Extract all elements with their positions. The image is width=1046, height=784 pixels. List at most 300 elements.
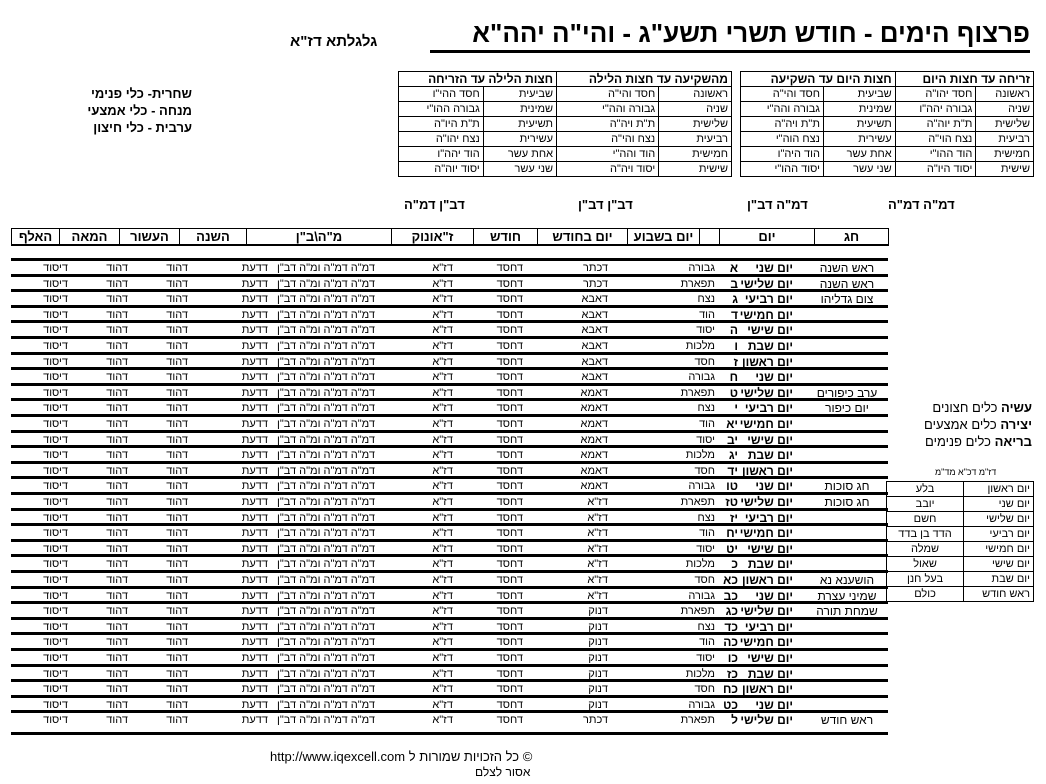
- week-king: יובב: [887, 497, 964, 512]
- shana-value: דדעת: [241, 308, 268, 321]
- table-row: [11, 664, 888, 680]
- mea-value: דהוד: [106, 480, 128, 493]
- hour-cell: שניה: [976, 102, 1034, 117]
- shana-value: דדעת: [241, 386, 268, 399]
- partzuf-label-4: דב"ן דמ"ה: [404, 197, 465, 212]
- mea-value: דהוד: [106, 589, 128, 602]
- day-month-partzuf: דז"א: [587, 527, 608, 540]
- zan-value: דז"א: [432, 418, 453, 430]
- tefila-shacharit: שחרית- כלי פנימי: [91, 86, 192, 101]
- table-row: [11, 617, 888, 633]
- zan-value: דז"א: [432, 683, 453, 696]
- zan-value: דז"א: [432, 371, 453, 384]
- hour-cell: גבורה ההו"י: [399, 102, 484, 117]
- day-name: יום חמישי: [739, 635, 793, 650]
- chodesh-value: דחסד: [496, 636, 523, 649]
- mea-value: דהוד: [106, 402, 128, 415]
- chag-label: ראש השנה: [819, 276, 875, 291]
- week-day: יום חמישי: [964, 542, 1034, 557]
- hour-cell: ת"ת ויה"ה: [741, 117, 824, 132]
- elef-value: דיסוד: [43, 496, 68, 508]
- day-month-partzuf: דאמא: [580, 433, 608, 446]
- day-month-partzuf: דאמא: [580, 464, 608, 477]
- day-letter: ל: [731, 713, 738, 728]
- zan-value: דז"א: [432, 558, 453, 571]
- mea-value: דהוד: [106, 683, 128, 696]
- chodesh-value: דחסד: [496, 480, 523, 493]
- day-sefira: גבורה: [688, 589, 715, 602]
- mea-value: דהוד: [106, 449, 128, 462]
- table-row: [11, 352, 888, 368]
- mea-value: דהוד: [106, 340, 128, 352]
- hour-cell: יסוד ההו"י: [741, 162, 824, 177]
- day-sefira: יסוד: [696, 433, 715, 446]
- mh-value: דמ"ה דמ"ה ומ"ה דב"ן: [277, 714, 375, 727]
- day-name: יום שני: [755, 261, 793, 275]
- chodesh-value: דחסד: [496, 308, 523, 321]
- week-day: יום שישי: [964, 557, 1034, 572]
- shana-value: דדעת: [241, 558, 268, 571]
- day-name: יום שני: [755, 588, 793, 603]
- chag-label: שמחת תורה: [816, 604, 878, 619]
- day-name: יום שני: [755, 697, 793, 712]
- table-row: [11, 414, 888, 430]
- asor-value: דהוד: [166, 355, 188, 368]
- asor-value: דהוד: [166, 386, 188, 399]
- day-letter: יג: [728, 448, 738, 463]
- table-row: [11, 336, 888, 352]
- day-sefira: חסד: [694, 574, 715, 586]
- tefila-arvit: ערבית - כלי חיצון: [93, 120, 192, 135]
- mh-value: דמ"ה דמ"ה ומ"ה דב"ן: [277, 386, 375, 399]
- day-month-partzuf: דאמא: [580, 480, 608, 493]
- mea-value: דהוד: [106, 355, 128, 368]
- day-month-partzuf: דאמא: [580, 402, 608, 415]
- day-name: יום שבת: [747, 557, 793, 572]
- hour-cell: תשיעית: [483, 117, 556, 132]
- chag-label: צום גדליהו: [820, 292, 874, 307]
- table-row: [11, 648, 888, 664]
- mea-value: דהוד: [106, 527, 128, 540]
- shana-value: דדעת: [241, 698, 268, 711]
- day-sefira: יסוד: [696, 652, 715, 664]
- partzuf-label-2: דמ"ה דב"ן: [747, 197, 808, 212]
- day-month-partzuf: דאמא: [580, 386, 608, 399]
- chodesh-value: דחסד: [496, 589, 523, 602]
- hour-cell: שמינית: [823, 102, 895, 117]
- chodesh-value: דחסד: [496, 558, 523, 571]
- elef-value: דיסוד: [43, 386, 68, 399]
- header-century: המאה: [60, 229, 120, 246]
- day-name: יום ראשון: [742, 682, 793, 697]
- shana-value: דדעת: [241, 667, 268, 680]
- zan-value: דז"א: [432, 480, 453, 493]
- chag-label: יום כיפור: [825, 401, 869, 416]
- week-row: [887, 482, 1034, 497]
- day-sefira: הוד: [699, 308, 715, 321]
- table-row: [11, 367, 888, 383]
- hour-cell: ת"ת היו"ה: [399, 117, 484, 132]
- header-day-of-month: יום בחודש: [538, 229, 628, 246]
- chodesh-value: דחסד: [496, 542, 523, 555]
- olam-beria-name: בריאה: [994, 434, 1032, 449]
- zan-value: דז"א: [432, 433, 453, 446]
- mea-value: דהוד: [106, 667, 128, 680]
- hour-cell: שני עשר: [823, 162, 895, 177]
- day-name: יום שישי: [747, 323, 793, 338]
- asor-value: דהוד: [166, 620, 188, 633]
- mh-value: דמ"ה דמ"ה ומ"ה דב"ן: [277, 277, 375, 290]
- mh-value: דמ"ה דמ"ה ומ"ה דב"ן: [277, 262, 375, 274]
- hour-cell: ראשונה: [976, 87, 1034, 102]
- hour-row: [399, 162, 732, 177]
- mh-value: דמ"ה דמ"ה ומ"ה דב"ן: [277, 418, 375, 430]
- day-name: יום שני: [755, 370, 793, 385]
- mea-value: דהוד: [106, 511, 128, 524]
- shana-value: דדעת: [241, 605, 268, 618]
- mh-value: דמ"ה דמ"ה ומ"ה דב"ן: [277, 542, 375, 555]
- chodesh-value: דחסד: [496, 371, 523, 384]
- shana-value: דדעת: [241, 277, 268, 290]
- olamot-legend: [920, 399, 1032, 450]
- mh-value: דמ"ה דמ"ה ומ"ה דב"ן: [277, 340, 375, 352]
- day-month-partzuf: דאמא: [580, 449, 608, 462]
- week-king: בלע: [887, 482, 964, 497]
- shana-value: דדעת: [241, 636, 268, 649]
- olam-beria: [920, 433, 1032, 450]
- asor-value: דהוד: [166, 418, 188, 430]
- elef-value: דיסוד: [43, 574, 68, 586]
- asor-value: דהוד: [166, 605, 188, 618]
- elef-value: דיסוד: [43, 542, 68, 555]
- partzuf-label-3: דב"ן דב"ן: [578, 197, 633, 212]
- day-letter: טז: [725, 495, 738, 509]
- asor-value: דהוד: [166, 464, 188, 477]
- day-sefira: תפארת: [680, 714, 715, 727]
- hour-cell: הוד והה"י: [557, 147, 659, 162]
- asor-value: דהוד: [166, 636, 188, 649]
- asor-value: דהוד: [166, 683, 188, 696]
- week-day: ראש חודש: [964, 587, 1034, 602]
- day-sefira: נצח: [697, 402, 715, 415]
- mh-value: דמ"ה דמ"ה ומ"ה דב"ן: [277, 574, 375, 586]
- zan-value: דז"א: [432, 511, 453, 524]
- day-month-partzuf: דאבא: [581, 308, 608, 321]
- chodesh-value: דחסד: [496, 418, 523, 430]
- mh-value: דמ"ה דמ"ה ומ"ה דב"ן: [277, 511, 375, 524]
- day-month-partzuf: דז"א: [587, 574, 608, 586]
- elef-value: דיסוד: [43, 308, 68, 321]
- day-sefira: תפארת: [680, 277, 715, 290]
- table-row: [11, 383, 888, 399]
- mh-value: דמ"ה דמ"ה ומ"ה דב"ן: [277, 620, 375, 633]
- hour-cell: נצח הוי"ה: [895, 132, 976, 147]
- day-month-partzuf: דאבא: [581, 324, 608, 337]
- hour-cell: רביעית: [976, 132, 1034, 147]
- olam-asiya-desc: כלים חצונים: [932, 400, 998, 415]
- day-sefira: תפארת: [680, 496, 715, 508]
- hour-row: [399, 132, 732, 147]
- day-sefira: הוד: [699, 636, 715, 649]
- day-month-partzuf: דז"א: [587, 558, 608, 571]
- header-millennium: האלף: [12, 229, 60, 246]
- day-header-1: זריחה עד חצות היום: [895, 72, 1033, 87]
- elef-value: דיסוד: [43, 480, 68, 493]
- partzuf-label-1: דמ"ה דמ"ה: [888, 197, 955, 212]
- day-letter: כו: [727, 651, 738, 665]
- mh-value: דמ"ה דמ"ה ומ"ה דב"ן: [277, 605, 375, 618]
- chodesh-value: דחסד: [496, 667, 523, 680]
- asor-value: דהוד: [166, 340, 188, 352]
- zan-value: דז"א: [432, 527, 453, 540]
- day-month-partzuf: דז"א: [587, 496, 608, 508]
- table-row: [11, 305, 888, 321]
- day-letter: כא: [723, 573, 738, 587]
- mh-value: דמ"ה דמ"ה ומ"ה דב"ן: [277, 293, 375, 306]
- shana-value: דדעת: [241, 480, 268, 493]
- hour-cell: שלישית: [659, 117, 732, 132]
- asor-value: דהוד: [166, 277, 188, 290]
- elef-value: דיסוד: [43, 620, 68, 633]
- table-row: [11, 523, 888, 539]
- hour-row: [741, 102, 1034, 117]
- hour-cell: נצח הוה"י: [741, 132, 824, 147]
- elef-value: דיסוד: [43, 636, 68, 649]
- day-name: יום ראשון: [742, 463, 793, 478]
- hour-cell: הוד ההו"י: [895, 147, 976, 162]
- hour-cell: גבורה יהה"ו: [895, 102, 976, 117]
- day-month-partzuf: דז"א: [587, 511, 608, 524]
- day-month-partzuf: דאבא: [581, 293, 608, 306]
- chag-label: חג סוכות: [824, 495, 870, 509]
- hour-cell: אחת עשר: [823, 147, 895, 162]
- day-letter: יד: [727, 463, 738, 478]
- mh-value: דמ"ה דמ"ה ומ"ה דב"ן: [277, 667, 375, 680]
- table-row: [11, 492, 888, 508]
- mh-value: דמ"ה דמ"ה ומ"ה דב"ן: [277, 402, 375, 415]
- hour-cell: יסוד ויה"ה: [557, 162, 659, 177]
- day-letter: י: [734, 401, 738, 416]
- mh-value: דמ"ה דמ"ה ומ"ה דב"ן: [277, 683, 375, 696]
- chodesh-value: דחסד: [496, 355, 523, 368]
- chodesh-value: דחסד: [496, 464, 523, 477]
- header-yom: יום: [720, 229, 815, 246]
- day-letter: ג: [732, 292, 738, 307]
- day-sefira: חסד: [694, 355, 715, 368]
- day-letter: יז: [729, 510, 738, 525]
- day-month-partzuf: דאבא: [581, 340, 608, 352]
- night-header-2: חצות הלילה עד הזריחה: [399, 72, 557, 87]
- mh-value: דמ"ה דמ"ה ומ"ה דב"ן: [277, 324, 375, 337]
- day-sefira: תפארת: [680, 605, 715, 618]
- shana-value: דדעת: [241, 418, 268, 430]
- asor-value: דהוד: [166, 371, 188, 384]
- elef-value: דיסוד: [43, 652, 68, 664]
- day-letter: יט: [726, 541, 738, 556]
- week-row: [887, 557, 1034, 572]
- chodesh-value: דחסד: [496, 683, 523, 696]
- chodesh-value: דחסד: [496, 293, 523, 306]
- asor-value: דהוד: [166, 449, 188, 462]
- mh-value: דמ"ה דמ"ה ומ"ה דב"ן: [277, 558, 375, 571]
- hour-cell: חסד יהו"ה: [895, 87, 976, 102]
- hour-cell: שניה: [659, 102, 732, 117]
- day-name: יום רביעי: [744, 619, 793, 634]
- asor-value: דהוד: [166, 496, 188, 508]
- header-month: חודש: [474, 229, 538, 246]
- zan-value: דז"א: [432, 542, 453, 555]
- day-letter: כד: [724, 619, 738, 634]
- day-letter: ד: [731, 307, 738, 322]
- hour-cell: ת"ת ויה"ה: [557, 117, 659, 132]
- hour-cell: יסוד יוה"ה: [399, 162, 484, 177]
- hour-cell: שמינית: [483, 102, 556, 117]
- hour-cell: חסד והי"ה: [741, 87, 824, 102]
- week-row: [887, 527, 1034, 542]
- day-month-partzuf: דנוק: [588, 698, 608, 711]
- day-sefira: נצח: [697, 620, 715, 633]
- hour-cell: שישית: [659, 162, 732, 177]
- day-sefira: תפארת: [680, 386, 715, 399]
- day-sefira: מלכות: [685, 449, 715, 462]
- olam-yetzira: [920, 416, 1032, 433]
- hour-cell: שביעית: [823, 87, 895, 102]
- table-row: [11, 258, 888, 274]
- elef-value: דיסוד: [43, 262, 68, 274]
- week-row: [887, 542, 1034, 557]
- header-blank: [700, 229, 720, 246]
- asor-value: דהוד: [166, 480, 188, 493]
- hour-cell: עשירית: [483, 132, 556, 147]
- day-letter: יב: [726, 432, 738, 447]
- shana-value: דדעת: [241, 496, 268, 508]
- day-sefira: מלכות: [685, 340, 715, 352]
- main-table-header: [11, 228, 889, 246]
- shana-value: דדעת: [241, 652, 268, 664]
- day-month-partzuf: דנוק: [588, 652, 608, 664]
- mea-value: דהוד: [106, 308, 128, 321]
- table-row: [11, 461, 888, 477]
- chodesh-value: דחסד: [496, 262, 523, 274]
- asor-value: דהוד: [166, 293, 188, 306]
- olam-beria-desc: כלים פנימים: [925, 434, 991, 449]
- chag-label: חג סוכות: [824, 479, 870, 494]
- mh-value: דמ"ה דמ"ה ומ"ה דב"ן: [277, 527, 375, 540]
- day-name: יום שבת: [747, 666, 793, 681]
- asor-value: דהוד: [166, 511, 188, 524]
- day-letter: ו: [734, 339, 738, 353]
- chodesh-value: דחסד: [496, 574, 523, 586]
- mea-value: דהוד: [106, 418, 128, 430]
- day-name: יום רביעי: [744, 401, 793, 416]
- day-letter: כח: [722, 682, 738, 697]
- day-month-partzuf: דנוק: [588, 636, 608, 649]
- day-month-partzuf: דכתר: [582, 714, 608, 727]
- chag-label: ראש חודש: [820, 713, 874, 728]
- asor-value: דהוד: [166, 558, 188, 571]
- olam-asiya-name: עשיה: [1001, 400, 1032, 415]
- mh-value: דמ"ה דמ"ה ומ"ה דב"ן: [277, 480, 375, 493]
- mh-value: דמ"ה דמ"ה ומ"ה דב"ן: [277, 433, 375, 446]
- header-day-of-week: יום בשבוע: [628, 229, 700, 246]
- week-row: [887, 497, 1034, 512]
- mea-value: דהוד: [106, 386, 128, 399]
- shana-value: דדעת: [241, 542, 268, 555]
- elef-value: דיסוד: [43, 402, 68, 415]
- day-month-partzuf: דנוק: [588, 667, 608, 680]
- chag-label: הושענא נא: [819, 573, 875, 587]
- mh-value: דמ"ה דמ"ה ומ"ה דב"ן: [277, 371, 375, 384]
- chodesh-value: דחסד: [496, 402, 523, 415]
- zan-value: דז"א: [432, 449, 453, 462]
- hour-cell: חסד והי"ה: [557, 87, 659, 102]
- elef-value: דיסוד: [43, 667, 68, 680]
- table-row: [11, 570, 888, 586]
- table-row: [11, 554, 888, 570]
- day-letter: טו: [726, 479, 738, 494]
- hour-row: [741, 132, 1034, 147]
- mea-value: דהוד: [106, 542, 128, 555]
- header-chag: חג: [815, 229, 889, 246]
- asor-value: דהוד: [166, 402, 188, 415]
- week-king: שאול: [887, 557, 964, 572]
- day-name: יום שישי: [747, 541, 793, 556]
- chodesh-value: דחסד: [496, 496, 523, 508]
- asor-value: דהוד: [166, 308, 188, 321]
- asor-value: דהוד: [166, 652, 188, 664]
- mea-value: דהוד: [106, 433, 128, 446]
- elef-value: דיסוד: [43, 277, 68, 290]
- hour-row: [741, 147, 1034, 162]
- shana-value: דדעת: [241, 340, 268, 352]
- page-title: פרצוף הימים - חודש תשרי תשע"ג - והי"ה יהה"א: [430, 18, 1030, 53]
- zan-value: דז"א: [432, 262, 453, 274]
- chodesh-value: דחסד: [496, 652, 523, 664]
- zan-value: דז"א: [432, 293, 453, 306]
- day-month-partzuf: דז"א: [587, 542, 608, 555]
- gulgalta-label: גלגלתא דז"א: [290, 33, 378, 50]
- hour-cell: נצח והי"ה: [557, 132, 659, 147]
- table-row: [11, 398, 888, 414]
- day-name: יום שבת: [747, 339, 793, 353]
- mea-value: דהוד: [106, 714, 128, 727]
- chodesh-value: דחסד: [496, 620, 523, 633]
- header-year: השנה: [180, 229, 247, 246]
- hour-cell: הוד היה"ו: [741, 147, 824, 162]
- day-name: יום חמישי: [739, 526, 793, 541]
- elef-value: דיסוד: [43, 589, 68, 602]
- hour-row: [399, 117, 732, 132]
- day-sefira: גבורה: [688, 480, 715, 493]
- shana-value: דדעת: [241, 402, 268, 415]
- day-name: יום שני: [755, 479, 793, 494]
- zan-value: דז"א: [432, 574, 453, 586]
- hour-cell: חמישית: [659, 147, 732, 162]
- mh-value: דמ"ה דמ"ה ומ"ה דב"ן: [277, 496, 375, 508]
- mh-value: דמ"ה דמ"ה ומ"ה דב"ן: [277, 355, 375, 368]
- hour-cell: עשירית: [823, 132, 895, 147]
- hour-row: [399, 147, 732, 162]
- shana-value: דדעת: [241, 714, 268, 727]
- hour-cell: רביעית: [659, 132, 732, 147]
- week-king: הדד בן בדד: [887, 527, 964, 542]
- day-name: יום שבת: [747, 448, 793, 463]
- hour-cell: יסוד היו"ה: [895, 162, 976, 177]
- mea-value: דהוד: [106, 324, 128, 337]
- hour-cell: חמישית: [976, 147, 1034, 162]
- mea-value: דהוד: [106, 262, 128, 274]
- elef-value: דיסוד: [43, 464, 68, 477]
